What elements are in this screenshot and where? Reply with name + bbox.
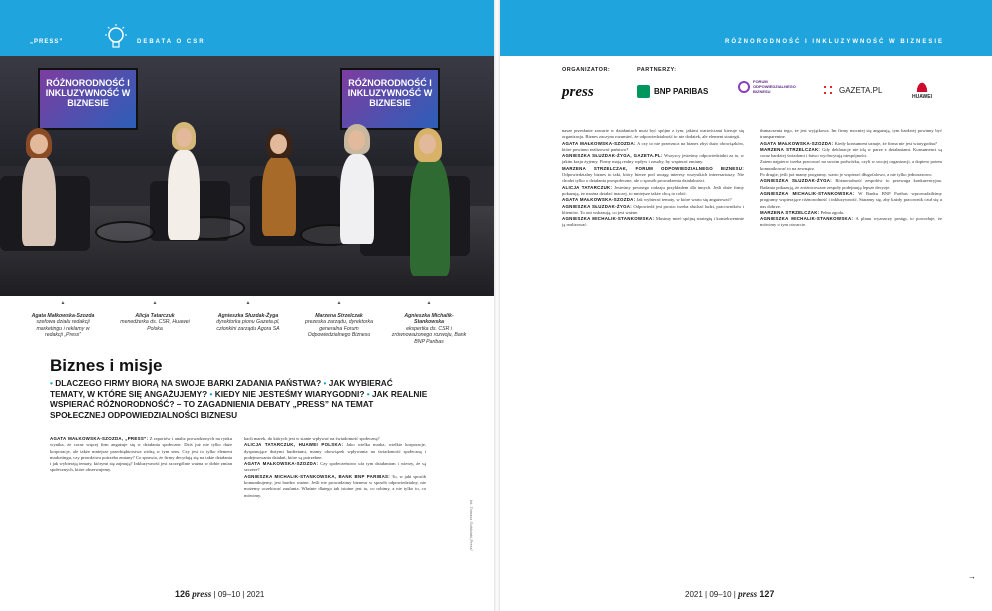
brand-label: „PRESS”	[30, 39, 64, 45]
organizer-label: ORGANIZATOR:	[562, 67, 611, 73]
studio-screen-left: RÓŻNORODNOŚĆ I INKLUZYWNOŚĆ W BIZNESIE	[38, 68, 138, 130]
caption-2: ▲ Alicja Tatarczuk menedżerka ds. CSR, Huawei Polska	[120, 300, 190, 332]
photo-credit: fot. Tomasz Gołdziak/„Press”	[469, 500, 474, 552]
bnp-star-icon	[637, 85, 650, 98]
caption-3: ▲ Agnieszka Słuzdak-Żyga dyrektorka pionu Gazeta.pl, członkini zarządu Agora SA	[216, 300, 280, 332]
forum-circle-icon	[738, 81, 750, 93]
gazeta-dots-icon	[822, 84, 835, 97]
debate-photo	[0, 56, 494, 296]
article-column-3: nasze przesłanie zawarte w działaniach musi być spójne z tym, jakimi wartościami kieruje się organizacja. Biznes zaczyna rozumieć, że odpowiedzialność to nie dodatek, ale element strategii. AGATA MAŁKOWSKA-SZOZDA: A czy to nie przerzuca na biznes zbyt dużo obowiązków, które powinno realizować państwo? AGNIESZKA SŁUZDAK-ŻYGA, GAZETA.PL: Wszyscy jesteśmy odpowiedzialni za to, w jakim kraju żyjemy. Firmy mają realny wpływ i zasoby, by wspierać zmiany. MARZENA STRZELCZAK, FORUM ODPOWIEDZIALNEGO BIZNESU: Odpowiedzialny biznes to taki, który bierze pod uwagę interesy wszystkich interesariuszy. Nie chodzi tylko o działania prospołeczne, ale o sposób prowadzenia działalności. ALICJA TATARCZUK: Jesteśmy pewnego rodzaju przykładem dla innych. Jeśli duże firmy pokazują, że można działać inaczej, to mniejsze także chcą to robić. AGATA MAŁKOWSKA-SZOZDA: Jak wybierać tematy, w które warto się angażować? AGNIESZKA SŁUZDAK-ŻYGA: Odpowiedź jest prosta: trzeba słuchać ludzi, pracowników i klientów. To oni wskazują, co jest ważne. AGNIESZKA MICHALIK-STANKOWSKA: Musimy mieć spójną strategię i konsekwentnie ją realizować.	[562, 128, 744, 228]
footer-left: 126 press | 09–10 | 2021	[175, 589, 265, 599]
caption-5: ▲ Agnieszka Michalik-Stankowska ekspertka ds. CSR i zrównoważonego rozwoju, Bank BNP Paribas	[391, 300, 467, 345]
lightbulb-icon	[103, 24, 129, 52]
article-column-1: AGATA MAŁKOWSKA-SZOZDA, „PRESS”: Z raportów i analiz prowadzonych na rynku wynika, że coraz więcej firm angażuje się w działania społeczne. Dziś już nie tylko duże korporacje, ale także mniejsze przedsiębiorstwa widzą w tym sens. Czy jest to tylko element marketingu, czy prawdziwa potrzeba zmiany? Co sprawia, że firmy decydują się na takie działania i jak wybierają tematy, którymi się zajmują? Inkluzywność jest szczególnie ważna w dobie zmian społecznych, które obserwujemy.	[50, 436, 232, 473]
article-column-2: kach marek, do których jest w stanie wpływać na świadomość społeczną? ALICJA TATARCZUK, HUAWEI POLSKA: Jako wielka marka, wielkie korporacje, dysponujące dużymi budżetami, mamy obowiązek wpływania na świadomość społeczną i podejmowania działań, które są potrzebne. AGATA MAŁKOWSKA-SZOZDA: Czy społeczeństwo ufa tym działaniom i wierzy, że są szczere? AGNIESZKA MICHALIK-STANKOWSKA, BANK BNP PARIBAS: To, w jaki sposób komunikujemy, jest bardzo ważne. Jeśli nie prowadzimy biznesu w sposób odpowiedzialny, nie możemy oczekiwać zaufania. Właśnie dlatego tak istotne jest to, co robimy, a nie tylko to, co mówimy.	[244, 436, 426, 498]
article-lead: • DLACZEGO FIRMY BIORĄ NA SWOJE BARKI ZADANIA PAŃSTWA? • JAK WYBIERAĆ TEMATY, W KTÓRE SIĘ ANGAŻUJEMY? • KIEDY NIE JESTEŚMY WIARYGODNI? • JAK REALNIE WSPIERAĆ RÓŻNORODNOŚĆ? – TO ZAGADNIENIA DEBATY „PRESS” NA TEMAT SPOŁECZNEJ ODPOWIEDZIALNOŚCI BIZNESU	[50, 378, 428, 420]
huawei-flower-icon	[913, 76, 931, 92]
section-title-left: DEBATA O CSR	[137, 39, 206, 45]
footer-right: 2021 | 09–10 | press 127	[685, 589, 775, 599]
press-logo: press	[562, 84, 594, 100]
studio-screen-right: RÓŻNORODNOŚĆ I INKLUZYWNOŚĆ W BIZNESIE	[340, 68, 440, 130]
caption-1: ▲ Agata Małkowska-Szozda szefowa działu redakcji marketingu i reklamy w redakcji „Press”	[31, 300, 95, 338]
huawei-logo: HUAWEI	[912, 76, 932, 100]
forum-logo: FORUM ODPOWIEDZIALNEGO BIZNESU	[738, 80, 791, 94]
photo-captions	[28, 300, 468, 348]
page-gutter	[494, 0, 500, 611]
article-column-4: tłumaczenia tego, że jest wyjątkowa. Im firmy mocniej się angażują, tym bardziej powinny być transparentne. AGATA MAŁKOWSKA-SZOZDA: Kiedy konsument uznaje, że firma nie jest wiarygodna? MARZENA STRZELCZAK: Gdy deklaracje nie idą w parze z działaniami. Konsumenci są coraz bardziej świadomi i łatwo wychwytują niespójności. Zatem najpierw trzeba pracować na swoim podwórku, czyli w swojej organizacji, a dopiero potem komunikować to na zewnątrz. Po drugie, jeśli już mamy programy, warto je wspierać długofalowo, a nie tylko jednorazowo. AGNIESZKA SŁUZDAK-ŻYGA: Różnorodność zespołów to przewaga konkurencyjna. Badania pokazują, że zróżnicowane zespoły podejmują lepsze decyzje. AGNIESZKA MICHALIK-STANKOWSKA: W Banku BNP Paribas wprowadziliśmy programy wspierające różnorodność i inkluzywność. Staramy się, aby każdy pracownik czuł się u nas dobrze. MARZENA STRZELCZAK: Pełna zgoda. AGNIESZKA MICHALIK-STANKOWSKA: A planu wyznaczy postęp, to powoduje, że mówimy o tym otwarcie.	[760, 128, 942, 228]
continue-arrow-icon: →	[968, 572, 976, 581]
gazeta-logo: GAZETA.PL	[822, 84, 882, 97]
section-title-right: RÓŻNORODNOŚĆ I INKLUZYWNOŚĆ W BIZNESIE	[725, 39, 944, 45]
caption-4: ▲ Marzena Strzelczak prezeska zarządu, dyrektorka generalna Forum Odpowiedzialnego Biznesu	[304, 300, 374, 338]
partners-label: PARTNERZY:	[637, 67, 677, 73]
article-headline: Biznes i misje	[50, 356, 163, 375]
bnp-paribas-logo: BNP PARIBAS	[637, 85, 708, 98]
